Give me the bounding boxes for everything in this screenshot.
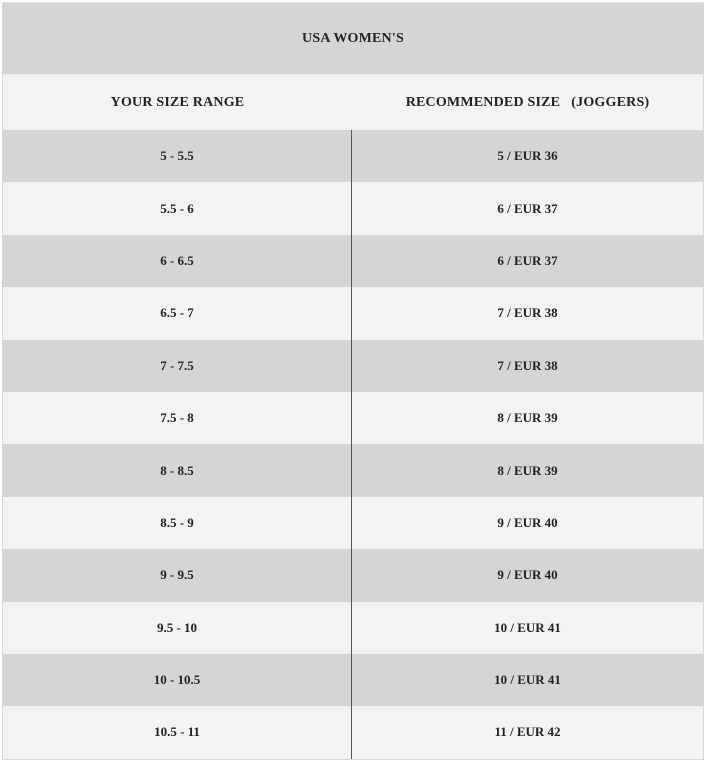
size-range-cell: 10 - 10.5 [3,654,352,706]
table-row [3,549,703,601]
table-header-row [3,75,703,130]
size-range-cell: 8 - 8.5 [3,444,352,496]
recommended-size-cell: 7 / EUR 38 [497,357,558,373]
recommended-size-cell: 9 / EUR 40 [497,514,558,530]
table-row [3,235,703,287]
size-range-cell: 8.5 - 9 [3,497,352,549]
table-row [3,287,703,339]
recommended-size-cell: 11 / EUR 42 [494,724,561,740]
size-range-cell: 6.5 - 7 [3,287,352,339]
size-range-cell: 5 - 5.5 [3,130,352,182]
recommended-size-cell: 5 / EUR 36 [497,148,558,164]
table-row [3,602,703,654]
recommended-size-cell: 10 / EUR 41 [494,619,561,635]
table-row [3,130,703,182]
size-range-cell: 9 - 9.5 [3,549,352,601]
recommended-size-cell: 6 / EUR 37 [497,252,558,268]
size-range-cell: 7.5 - 8 [3,392,352,444]
recommended-size-cell: 9 / EUR 40 [497,567,558,583]
table-row [3,497,703,549]
size-range-cell: 9.5 - 10 [3,602,352,654]
table-body [3,130,703,759]
size-range-cell: 7 - 7.5 [3,340,352,392]
table-row [3,392,703,444]
recommended-size-cell: 6 / EUR 37 [497,200,558,216]
table-row [3,706,703,758]
table-row [3,444,703,496]
table-row [3,182,703,234]
table-row [3,654,703,706]
size-range-cell: 10.5 - 11 [3,706,352,758]
size-range-cell: 5.5 - 6 [3,182,352,234]
header-your-size-range: YOUR SIZE RANGE [110,94,245,110]
recommended-size-cell: 8 / EUR 39 [497,410,558,426]
recommended-size-cell: 10 / EUR 41 [494,672,561,688]
table-title: USA WOMEN'S [3,3,703,75]
table-row [3,340,703,392]
recommended-size-cell: 7 / EUR 38 [497,305,558,321]
size-chart-table [2,2,704,760]
header-recommended-size: RECOMMENDED SIZE (JOGGERS) [405,94,650,110]
size-range-cell: 6 - 6.5 [3,235,352,287]
recommended-size-cell: 8 / EUR 39 [497,462,558,478]
